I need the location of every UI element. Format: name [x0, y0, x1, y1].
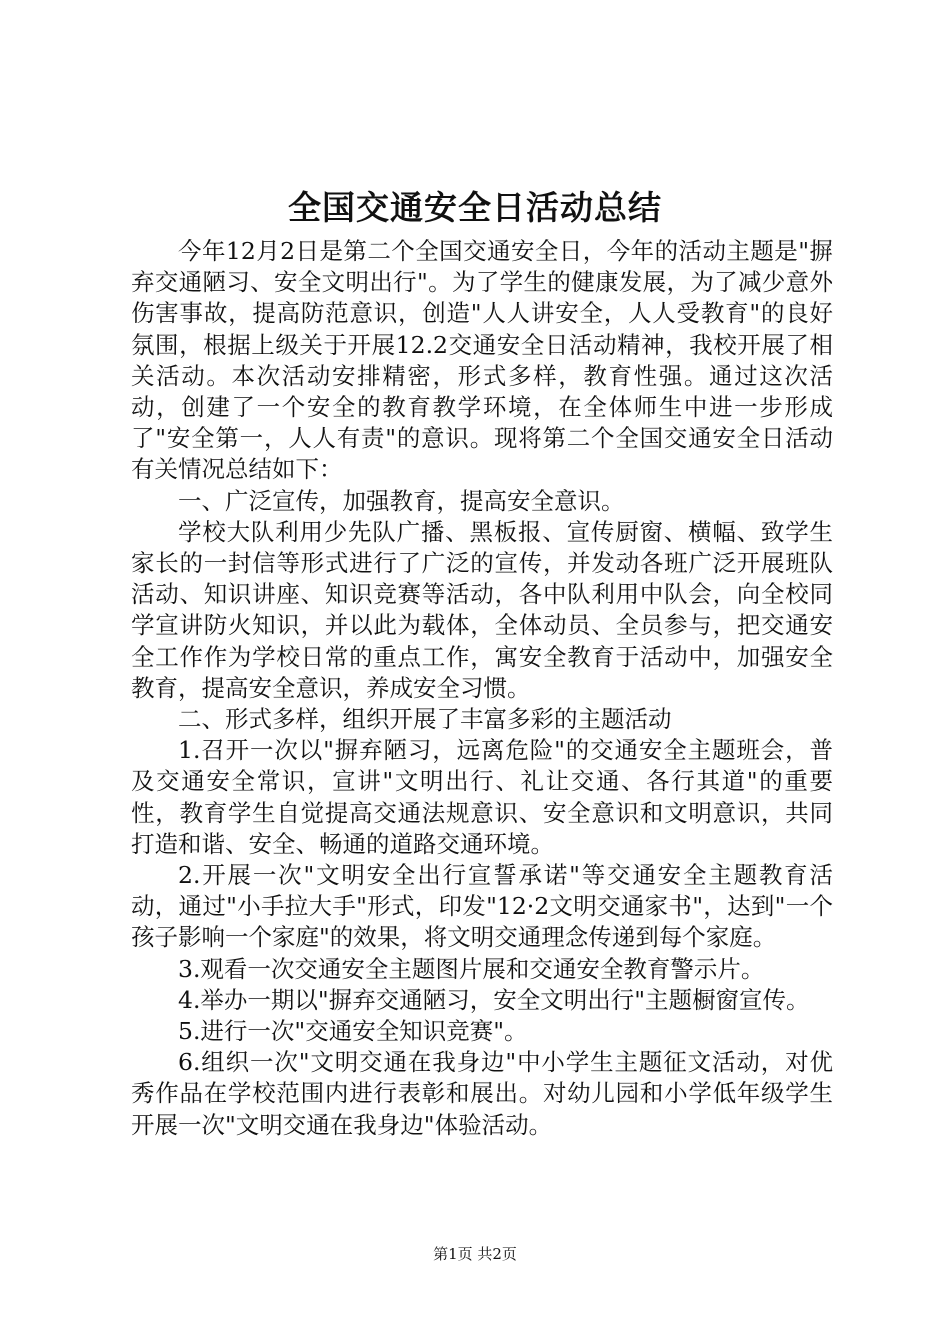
- list-item-5: 5.进行一次"交通安全知识竞赛"。: [178, 1017, 528, 1046]
- list-item-2: 2.开展一次"文明安全出行宣誓承诺"等交通安全主题教育活动，通过"小手拉大手"形式，印发"12·2文明交通家书"，达到"一个孩子影响一个家庭"的效果，将文明交通理念传递到每个家庭。: [131, 861, 833, 952]
- paragraph-intro: 今年12月2日是第二个全国交通安全日，今年的活动主题是"摒弃交通陋习、安全文明出行"。为了学生的健康发展，为了减少意外伤害事故，提高防范意识，创造"人人讲安全，人人受教育"的良好氛围，根据上级关于开展12.2交通安全日活动精神，我校开展了相关活动。本次活动安排精密，形式多样，教育性强。通过这次活动，创建了一个安全的教育教学环境，在全体师生中进一步形成了"安全第一，人人有责"的意识。现将第二个全国交通安全日活动有关情况总结如下：: [131, 237, 833, 484]
- document-title: 全国交通安全日活动总结: [288, 188, 662, 227]
- page-footer: 第1页 共2页: [433, 1245, 517, 1263]
- section-heading-2: 二、形式多样，组织开展了丰富多彩的主题活动: [178, 705, 672, 734]
- list-item-6: 6.组织一次"文明交通在我身边"中小学生主题征文活动，对优秀作品在学校范围内进行表彰和展出。对幼儿园和小学低年级学生开展一次"文明交通在我身边"体验活动。: [131, 1048, 833, 1139]
- list-item-1: 1.召开一次以"摒弃陋习，远离危险"的交通安全主题班会，普及交通安全常识，宣讲"文明出行、礼让交通、各行其道"的重要性，教育学生自觉提高交通法规意识、安全意识和文明意识，共同打造和谐、安全、畅通的道路交通环境。: [131, 736, 833, 858]
- list-item-3: 3.观看一次交通安全主题图片展和交通安全教育警示片。: [178, 954, 765, 983]
- document-body: [131, 236, 833, 1141]
- section-heading-1: 一、广泛宣传，加强教育，提高安全意识。: [178, 486, 625, 515]
- paragraph-section-1: 学校大队利用少先队广播、黑板报、宣传厨窗、横幅、致学生家长的一封信等形式进行了广泛的宣传，并发动各班广泛开展班队活动、知识讲座、知识竞赛等活动，各中队利用中队会，向全校同学宣讲防火知识，并以此为载体，全体动员、全员参与，把交通安全工作作为学校日常的重点工作，寓安全教育于活动中，加强安全教育，提高安全意识，养成安全习惯。: [131, 517, 833, 702]
- list-item-4: 4.举办一期以"摒弃交通陋习，安全文明出行"主题橱窗宣传。: [178, 985, 810, 1014]
